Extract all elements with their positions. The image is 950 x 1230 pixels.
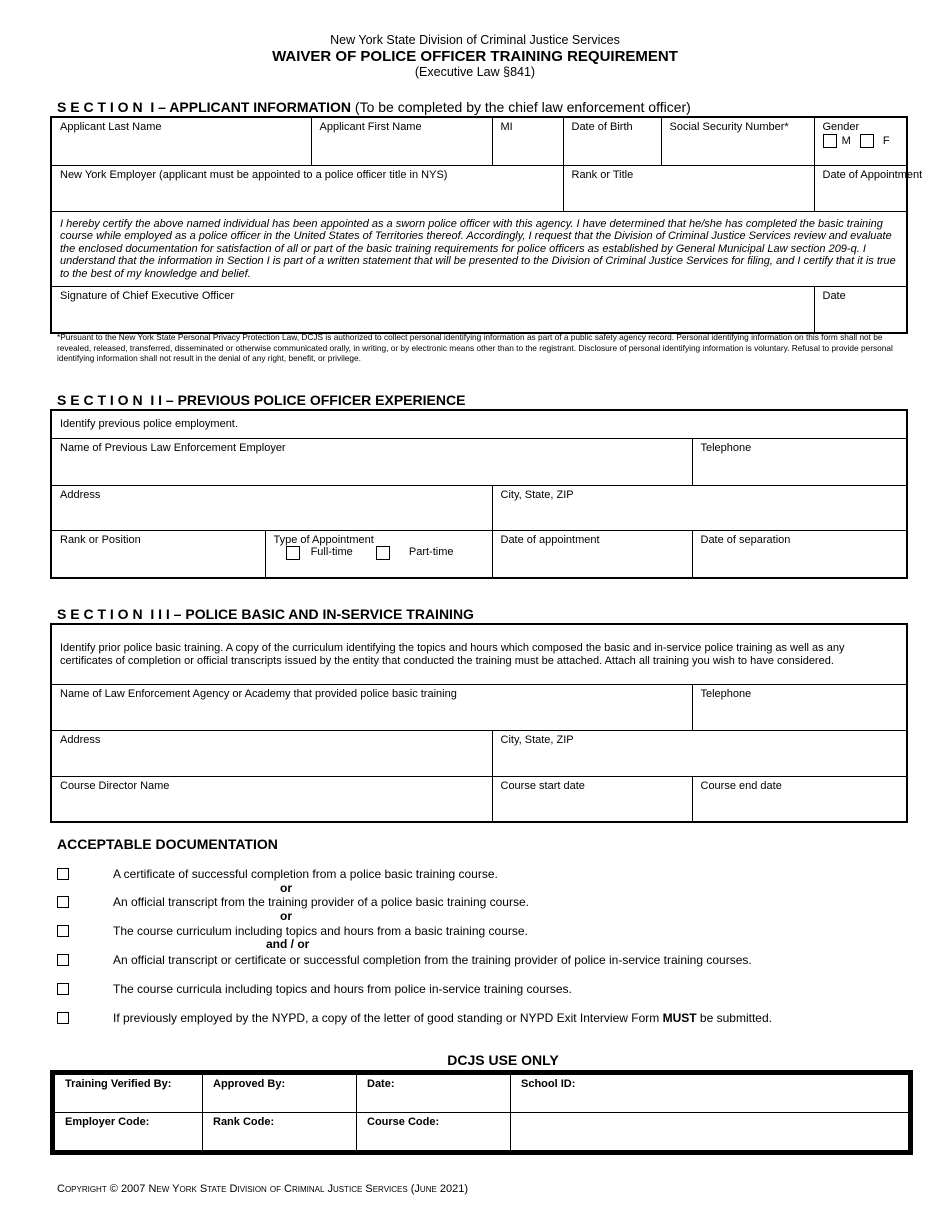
academy-city-label: City, State, ZIP — [500, 733, 574, 746]
prev-city-label: City, State, ZIP — [500, 488, 574, 501]
gender-field — [814, 117, 907, 165]
employer-code-label: Employer Code: — [65, 1116, 150, 1128]
prev-appointment-date-label: Date of appointment — [500, 533, 600, 546]
mi-field[interactable] — [492, 117, 563, 165]
dcjs-date-label: Date: — [367, 1078, 395, 1090]
academy-name-field[interactable] — [51, 684, 692, 730]
gender-f-checkbox[interactable] — [860, 134, 874, 148]
doc-item-2-label: An official transcript from the training provider of a police basic training course. — [113, 895, 529, 909]
agency-name: New York State Division of Criminal Justice Services — [330, 33, 620, 47]
doc-item-3-label: The course curriculum including topics and hours from a basic training course. — [113, 924, 528, 938]
approved-by-field[interactable] — [203, 1073, 357, 1113]
first-name-field[interactable] — [311, 117, 492, 165]
section2-heading: S E C T I O N I I – PREVIOUS POLICE OFFICER EXPERIENCE — [57, 392, 466, 408]
signature-field[interactable] — [51, 287, 814, 333]
course-director-field[interactable] — [51, 776, 492, 822]
conj-and-or: and / or — [266, 937, 310, 951]
prev-employer-label: Name of Previous Law Enforcement Employer — [60, 441, 286, 454]
academy-name-label: Name of Law Enforcement Agency or Academy that provided police basic training — [60, 687, 457, 700]
employer-code-field[interactable] — [53, 1113, 203, 1153]
full-time-checkbox[interactable] — [286, 546, 300, 560]
rank-label: Rank or Title — [571, 168, 634, 181]
section1-title: S E C T I O N I – APPLICANT INFORMATION — [57, 99, 352, 115]
form-title: WAIVER OF POLICE OFFICER TRAINING REQUIREMENT — [272, 48, 678, 65]
gender-label: Gender — [822, 121, 860, 133]
sig-date-field[interactable] — [814, 287, 907, 333]
dcjs-heading: DCJS USE ONLY — [447, 1052, 559, 1068]
gender-m-label: M — [841, 134, 851, 147]
course-end-field[interactable] — [692, 776, 907, 822]
prev-city-field[interactable] — [492, 485, 907, 530]
doc-item-6-label — [113, 1011, 772, 1025]
approved-by-label: Approved By: — [213, 1078, 286, 1090]
doc-item-2-checkbox[interactable] — [57, 896, 69, 908]
course-end-label: Course end date — [700, 779, 782, 792]
doc-item-6-must: MUST — [662, 1011, 697, 1025]
separation-date-field[interactable] — [692, 530, 907, 578]
gender-m-checkbox[interactable] — [823, 134, 837, 148]
appointment-type-label: Type of Appointment — [273, 533, 374, 546]
full-time-label: Full-time — [310, 546, 353, 559]
doc-item-6-text: If previously employed by the NYPD, a copy of the letter of good standing or NYPD Exit Interview Form — [113, 1011, 663, 1025]
prev-address-label: Address — [60, 488, 101, 501]
ssn-label: Social Security Number* — [669, 121, 789, 133]
copyright-footer: Copyright © 2007 New York State Division of Criminal Justice Services (June 2021) — [57, 1183, 468, 1195]
documentation-heading: ACCEPTABLE DOCUMENTATION — [57, 836, 278, 852]
section1-note: (To be completed by the chief law enforcement officer) — [354, 99, 691, 115]
appointment-date-field[interactable] — [814, 165, 923, 211]
academy-city-field[interactable] — [492, 730, 907, 776]
doc-item-6-text-end: be submitted. — [696, 1011, 772, 1025]
part-time-label: Part-time — [408, 546, 454, 559]
prev-rank-label: Rank or Position — [60, 533, 141, 546]
certification-text: I hereby certify the above named individual has been appointed as a sworn police officer with this agency. I have determined that he/she has completed the basic training course while employed as a police officer in the United States of Territories thereof. Accordingly, I request that the Division of Criminal Justice Services review and evaluate the enclosed documentation for satisfaction of all or part of the basic training requirements for police officers as established by General Municipal Law section 209-q. I understand that the information in Section I is part of a written statement that will be presented to the Division of Criminal Justice Services for filing, and I certify that it is true to the best of my knowledge and belief. — [51, 211, 907, 287]
dcjs-date-field[interactable] — [357, 1073, 511, 1113]
part-time-checkbox[interactable] — [376, 546, 390, 560]
verified-by-label: Training Verified By: — [65, 1078, 172, 1090]
form-header — [0, 33, 950, 80]
school-id-field[interactable] — [511, 1073, 911, 1113]
appointment-date-label: Date of Appointment — [822, 168, 923, 181]
prev-address-field[interactable] — [51, 485, 492, 530]
section1-heading — [57, 99, 691, 115]
conj-or-1: or — [280, 881, 292, 895]
doc-item-3-checkbox[interactable] — [57, 925, 69, 937]
academy-address-label: Address — [60, 733, 101, 746]
dcjs-blank-field[interactable] — [511, 1113, 911, 1153]
doc-item-4-checkbox[interactable] — [57, 954, 69, 966]
academy-address-field[interactable] — [51, 730, 492, 776]
verified-by-field[interactable] — [53, 1073, 203, 1113]
prev-appointment-date-field[interactable] — [492, 530, 692, 578]
section2-table — [50, 409, 908, 579]
sig-date-label: Date — [822, 290, 846, 302]
signature-label: Signature of Chief Executive Officer — [60, 290, 235, 302]
privacy-notice: *Pursuant to the New York State Personal Privacy Protection Law, DCJS is authorized to collect personal identifying information as part of a public safety agency record. Personal identifying information on this form shall not be revealed, released, transferred, disseminated or otherwise communicated orally, in writing, or by electronic means other than to the registrant. Disclosure of personal identifying information is voluntary. Refusal to provide personal identifying information shall not result in the denial of any right, benefit, or privilege. — [57, 332, 893, 363]
school-id-label: School ID: — [521, 1078, 576, 1090]
dcjs-table — [50, 1070, 913, 1155]
prev-employer-field[interactable] — [51, 438, 692, 485]
course-director-label: Course Director Name — [60, 779, 170, 792]
dob-label: Date of Birth — [571, 121, 633, 133]
gender-f-label: F — [882, 134, 890, 147]
doc-item-1-checkbox[interactable] — [57, 868, 69, 880]
doc-item-1-label: A certificate of successful completion from a police basic training course. — [113, 867, 498, 881]
course-start-label: Course start date — [500, 779, 585, 792]
prev-telephone-label: Telephone — [700, 441, 752, 454]
first-name-label: Applicant First Name — [319, 121, 422, 133]
prev-telephone-field[interactable] — [692, 438, 907, 485]
conj-or-2: or — [280, 909, 292, 923]
last-name-label: Applicant Last Name — [60, 121, 162, 133]
course-code-field[interactable] — [357, 1113, 511, 1153]
form-subtitle: (Executive Law §841) — [414, 65, 536, 79]
course-start-field[interactable] — [492, 776, 692, 822]
doc-item-4-label: An official transcript or certificate or successful completion from the training provider of police in-service training courses. — [113, 953, 752, 967]
section1-table — [50, 116, 923, 334]
academy-telephone-field[interactable] — [692, 684, 907, 730]
employer-label: New York Employer (applicant must be appointed to a police officer title in NYS) — [60, 168, 448, 181]
section3-table — [50, 623, 908, 823]
mi-label: MI — [500, 121, 513, 133]
doc-item-6-checkbox[interactable] — [57, 1012, 69, 1024]
doc-item-5-label: The course curricula including topics and hours from police in-service training courses. — [113, 982, 572, 996]
course-code-label: Course Code: — [367, 1116, 440, 1128]
rank-code-field[interactable] — [203, 1113, 357, 1153]
section2-instruction: Identify previous police employment. — [51, 410, 907, 438]
employer-field[interactable] — [51, 165, 563, 211]
rank-code-label: Rank Code: — [213, 1116, 275, 1128]
section3-heading: S E C T I O N I I I – POLICE BASIC AND IN-SERVICE TRAINING — [57, 606, 474, 622]
doc-item-5-checkbox[interactable] — [57, 983, 69, 995]
dob-field[interactable] — [563, 117, 661, 165]
section3-instruction: Identify prior police basic training. A copy of the curriculum identifying the topics and hours which composed the basic and in-service police training as well as any certificates of completion or official transcripts issued by the entity that conducted the training must be attached. Attach all training you wish to have considered. — [51, 624, 907, 684]
separation-date-label: Date of separation — [700, 533, 791, 546]
ssn-field[interactable] — [661, 117, 814, 165]
prev-rank-field[interactable] — [51, 530, 265, 578]
academy-telephone-label: Telephone — [700, 687, 752, 700]
last-name-field[interactable] — [51, 117, 311, 165]
rank-field[interactable] — [563, 165, 814, 211]
appointment-type-field — [265, 530, 492, 578]
